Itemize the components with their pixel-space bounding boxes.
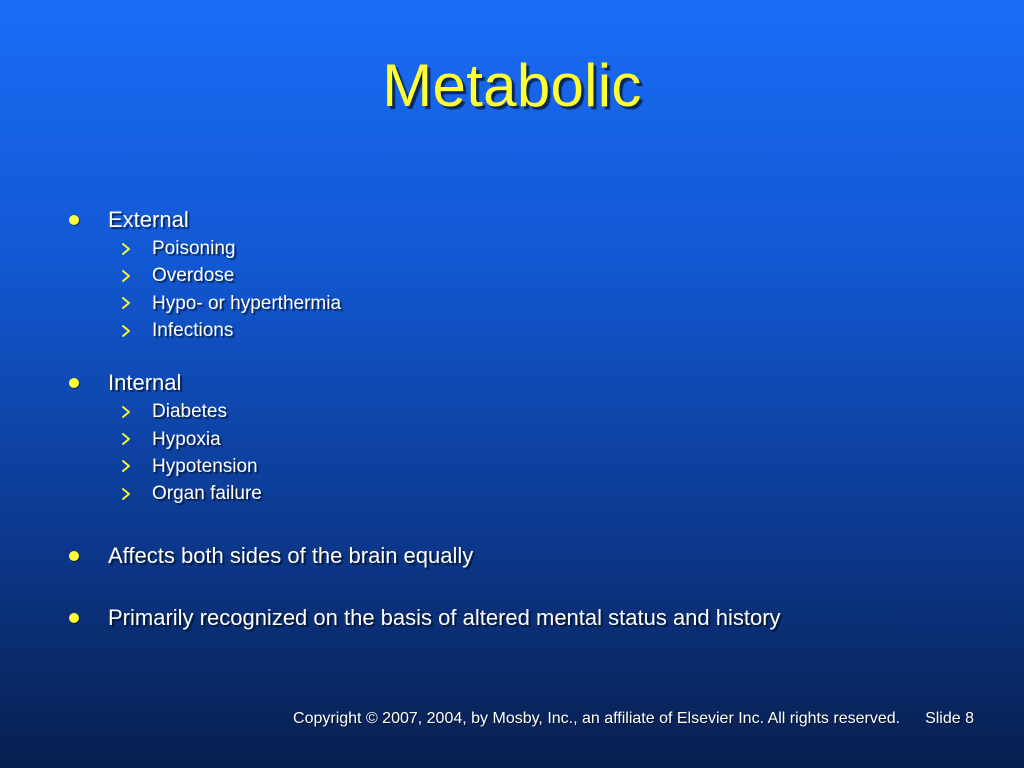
bullet-dot-icon: [69, 613, 79, 623]
sub-item-label: Poisoning: [152, 238, 236, 260]
sub-item-label: Hypotension: [152, 455, 258, 477]
slide-title: Metabolic: [382, 52, 642, 119]
sub-item-label: Overdose: [152, 265, 235, 287]
chevron-right-icon: [121, 270, 131, 282]
bullet-row-external: [66, 205, 966, 235]
copyright-text: Copyright © 2007, 2004, by Mosby, Inc., an affiliate of Elsevier Inc. All rights reserved.: [293, 710, 901, 727]
chevron-right-icon: [121, 460, 131, 472]
spacer: [66, 344, 966, 368]
chevron-right-icon: [121, 297, 131, 309]
bullet-internal: [66, 368, 966, 507]
slide-footer: [293, 710, 974, 728]
sub-item-hypotension: [66, 453, 966, 480]
bullet-affects-both-sides: [66, 541, 966, 571]
sub-item-label: Hypo- or hyperthermia: [152, 292, 342, 314]
bullet-row-primarily-recognized: [66, 603, 966, 633]
chevron-right-icon: [121, 325, 131, 337]
sub-item-organ-failure: [66, 480, 966, 507]
sub-item-label: Diabetes: [152, 401, 227, 423]
bullet-row-affects-both-sides: [66, 541, 966, 571]
sub-item-diabetes: [66, 398, 966, 425]
chevron-right-icon: [121, 406, 131, 418]
spacer: [66, 507, 966, 541]
bullet-dot-icon: [69, 215, 79, 225]
sub-item-label: Organ failure: [152, 483, 262, 505]
sub-item-poisoning: [66, 235, 966, 262]
bullet-dot-icon: [69, 378, 79, 388]
spacer: [66, 571, 966, 603]
sub-list-internal: [66, 398, 966, 507]
bullet-label-affects-both-sides: Affects both sides of the brain equally: [108, 543, 474, 569]
sub-item-overdose: [66, 262, 966, 289]
bullet-primarily-recognized: [66, 603, 966, 633]
bullet-label-external: External: [108, 207, 189, 232]
bullet-label-internal: Internal: [108, 370, 182, 396]
sub-list-external: [66, 235, 966, 344]
bullet-row-internal: [66, 368, 966, 398]
slide-content: [66, 205, 966, 633]
bullet-dot-icon: [69, 551, 79, 561]
chevron-right-icon: [121, 433, 131, 445]
sub-item-label: Infections: [152, 320, 234, 342]
sub-item-hypoxia: [66, 425, 966, 452]
sub-item-hypo-hyperthermia: [66, 290, 966, 317]
sub-item-label: Hypoxia: [152, 428, 221, 450]
bullet-label-primarily-recognized: Primarily recognized on the basis of altered mental status and history: [108, 605, 781, 631]
chevron-right-icon: [121, 488, 131, 500]
slide-number: Slide 8: [925, 710, 974, 727]
sub-item-infections: [66, 317, 966, 344]
chevron-right-icon: [121, 243, 131, 255]
bullet-external: [66, 205, 966, 344]
